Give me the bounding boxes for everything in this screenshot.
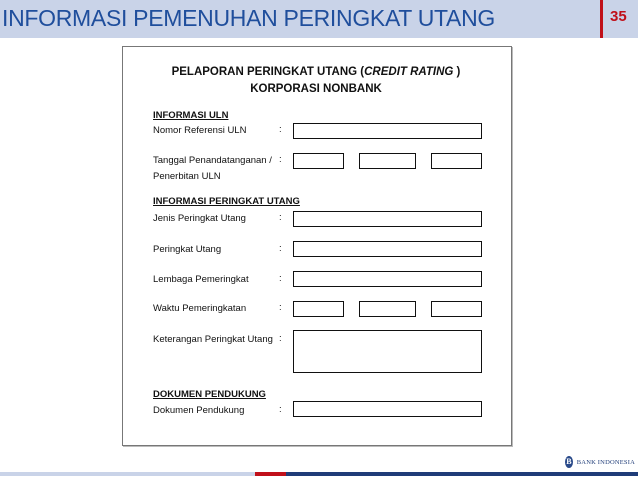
footer-stripe-red	[255, 472, 286, 476]
sign-date-label-line1: Tanggal Penandatanganan /	[153, 155, 272, 166]
logo-text: BANK INDONESIA	[576, 458, 635, 466]
document-field[interactable]	[293, 401, 482, 417]
colon: :	[279, 243, 282, 254]
sign-date-year-field[interactable]	[431, 153, 482, 169]
section-rating: INFORMASI PERINGKAT UTANG	[153, 196, 300, 207]
rating-type-label: Jenis Peringkat Utang	[153, 213, 246, 224]
form-title-suffix: )	[453, 66, 461, 78]
sign-date-day-field[interactable]	[293, 153, 344, 169]
rating-label: Peringkat Utang	[153, 244, 222, 255]
page-number-divider	[600, 0, 603, 38]
colon: :	[279, 212, 282, 223]
colon: :	[279, 124, 282, 135]
ref-number-label: Nomor Referensi ULN	[153, 125, 247, 136]
rating-field[interactable]	[293, 241, 482, 257]
colon: :	[279, 154, 282, 165]
rating-time-label: Waktu Pemeringkatan	[153, 303, 247, 314]
colon: :	[279, 302, 282, 313]
document-label: Dokumen Pendukung	[153, 405, 245, 416]
remarks-field[interactable]	[293, 330, 482, 373]
rating-time-year-field[interactable]	[431, 301, 482, 317]
footer-stripe-dark	[286, 472, 638, 476]
form-title-prefix: PELAPORAN PERINGKAT UTANG (	[171, 66, 365, 78]
section-uln: INFORMASI ULN	[153, 110, 229, 121]
form-title-italic: CREDIT RATING	[364, 66, 454, 78]
colon: :	[279, 404, 282, 415]
rating-type-field[interactable]	[293, 211, 482, 227]
bank-indonesia-logo	[565, 455, 635, 469]
footer-stripe-light	[0, 472, 255, 476]
remarks-label: Keterangan Peringkat Utang	[153, 334, 273, 345]
colon: :	[279, 333, 282, 344]
page-number: 35	[610, 8, 627, 25]
agency-field[interactable]	[293, 271, 482, 287]
page-title: INFORMASI PEMENUHAN PERINGKAT UTANG	[2, 5, 495, 31]
rating-time-month-field[interactable]	[359, 301, 416, 317]
sign-date-label-line2: Penerbitan ULN	[153, 171, 221, 182]
rating-time-day-field[interactable]	[293, 301, 344, 317]
logo-mark-icon: B	[566, 457, 572, 466]
agency-label: Lembaga Pemeringkat	[153, 274, 249, 285]
form-subtitle: KORPORASI NONBANK	[250, 83, 382, 95]
form-title	[122, 64, 510, 98]
sign-date-month-field[interactable]	[359, 153, 416, 169]
ref-number-field[interactable]	[293, 123, 482, 139]
section-docs: DOKUMEN PENDUKUNG	[153, 389, 266, 400]
colon: :	[279, 273, 282, 284]
